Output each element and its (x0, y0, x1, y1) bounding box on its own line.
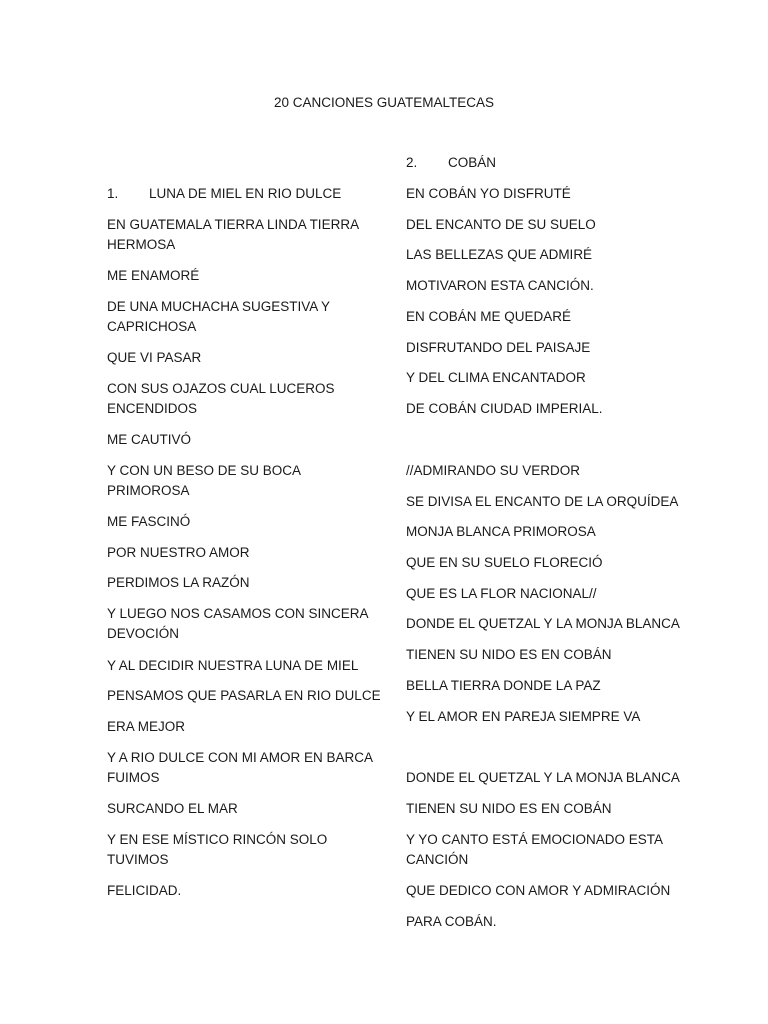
song-2-heading (406, 153, 696, 173)
song-2-line: DEL ENCANTO DE SU SUELO (406, 217, 596, 232)
song-1-line: CON SUS OJAZOS CUAL LUCEROS ENCENDIDOS (107, 381, 335, 416)
song-1-line: SURCANDO EL MAR (107, 801, 238, 816)
song-2-line: EN COBÁN ME QUEDARÉ (406, 309, 572, 324)
song-1-line: Y A RIO DULCE CON MI AMOR EN BARCA FUIMOS (107, 750, 373, 785)
song-2-line: BELLA TIERRA DONDE LA PAZ (406, 678, 601, 693)
song-1-line: Y EN ESE MÍSTICO RINCÓN SOLO TUVIMOS (107, 832, 328, 867)
song-1-line: DE UNA MUCHACHA SUGESTIVA Y CAPRICHOSA (107, 299, 330, 334)
song-1-line: ME CAUTIVÓ (107, 432, 192, 447)
song-2-line: TIENEN SU NIDO ES EN COBÁN (406, 647, 612, 662)
song-2-line: EN COBÁN YO DISFRUTÉ (406, 186, 571, 201)
song-1-line: Y LUEGO NOS CASAMOS CON SINCERA DEVOCIÓN (107, 606, 368, 641)
song-2-number: 2. (406, 155, 418, 170)
song-1-heading (107, 184, 377, 204)
document-title: 20 CANCIONES GUATEMALTECAS (273, 95, 495, 110)
song-1-title: LUNA DE MIEL EN RIO DULCE (149, 186, 342, 201)
song-2-line: DONDE EL QUETZAL Y LA MONJA BLANCA (406, 616, 680, 631)
song-1-number: 1. (107, 186, 119, 201)
song-2-line: Y DEL CLIMA ENCANTADOR (406, 370, 586, 385)
song-2-line: QUE DEDICO CON AMOR Y ADMIRACIÓN (406, 883, 671, 898)
song-1-line: QUE VI PASAR (107, 350, 202, 365)
song-2-line: Y EL AMOR EN PAREJA SIEMPRE VA (406, 709, 641, 724)
song-2-line: SE DIVISA EL ENCANTO DE LA ORQUÍDEA (406, 494, 679, 509)
song-2-title: COBÁN (448, 155, 497, 170)
song-1-line: PERDIMOS LA RAZÓN (107, 575, 250, 590)
song-2-line: TIENEN SU NIDO ES EN COBÁN (406, 801, 612, 816)
song-2-line: MONJA BLANCA PRIMOROSA (406, 524, 596, 539)
song-2-line: Y YO CANTO ESTÁ EMOCIONADO ESTA CANCIÓN (406, 832, 663, 867)
song-2-line: DE COBÁN CIUDAD IMPERIAL. (406, 401, 603, 416)
song-2-line: LAS BELLEZAS QUE ADMIRÉ (406, 247, 593, 262)
song-2-line: DISFRUTANDO DEL PAISAJE (406, 340, 591, 355)
song-1-line: ERA MEJOR (107, 719, 186, 734)
song-1-line: Y CON UN BESO DE SU BOCA PRIMOROSA (107, 463, 301, 498)
song-2-line: MOTIVARON ESTA CANCIÓN. (406, 278, 594, 293)
song-1-line: EN GUATEMALA TIERRA LINDA TIERRA HERMOSA (107, 217, 359, 252)
song-1-line: POR NUESTRO AMOR (107, 545, 250, 560)
song-2-line: DONDE EL QUETZAL Y LA MONJA BLANCA (406, 770, 680, 785)
song-2-line: PARA COBÁN. (406, 914, 497, 929)
song-1-line: Y AL DECIDIR NUESTRA LUNA DE MIEL (107, 658, 359, 673)
song-1-line: ME FASCINÓ (107, 514, 191, 529)
song-1-line: FELICIDAD. (107, 883, 182, 898)
song-2-line: QUE ES LA FLOR NACIONAL// (406, 586, 597, 601)
song-2-line: QUE EN SU SUELO FLORECIÓ (406, 555, 603, 570)
song-1-line: PENSAMOS QUE PASARLA EN RIO DULCE (107, 688, 381, 703)
song-1-line: ME ENAMORÉ (107, 268, 200, 283)
song-2-line: //ADMIRANDO SU VERDOR (406, 463, 581, 478)
